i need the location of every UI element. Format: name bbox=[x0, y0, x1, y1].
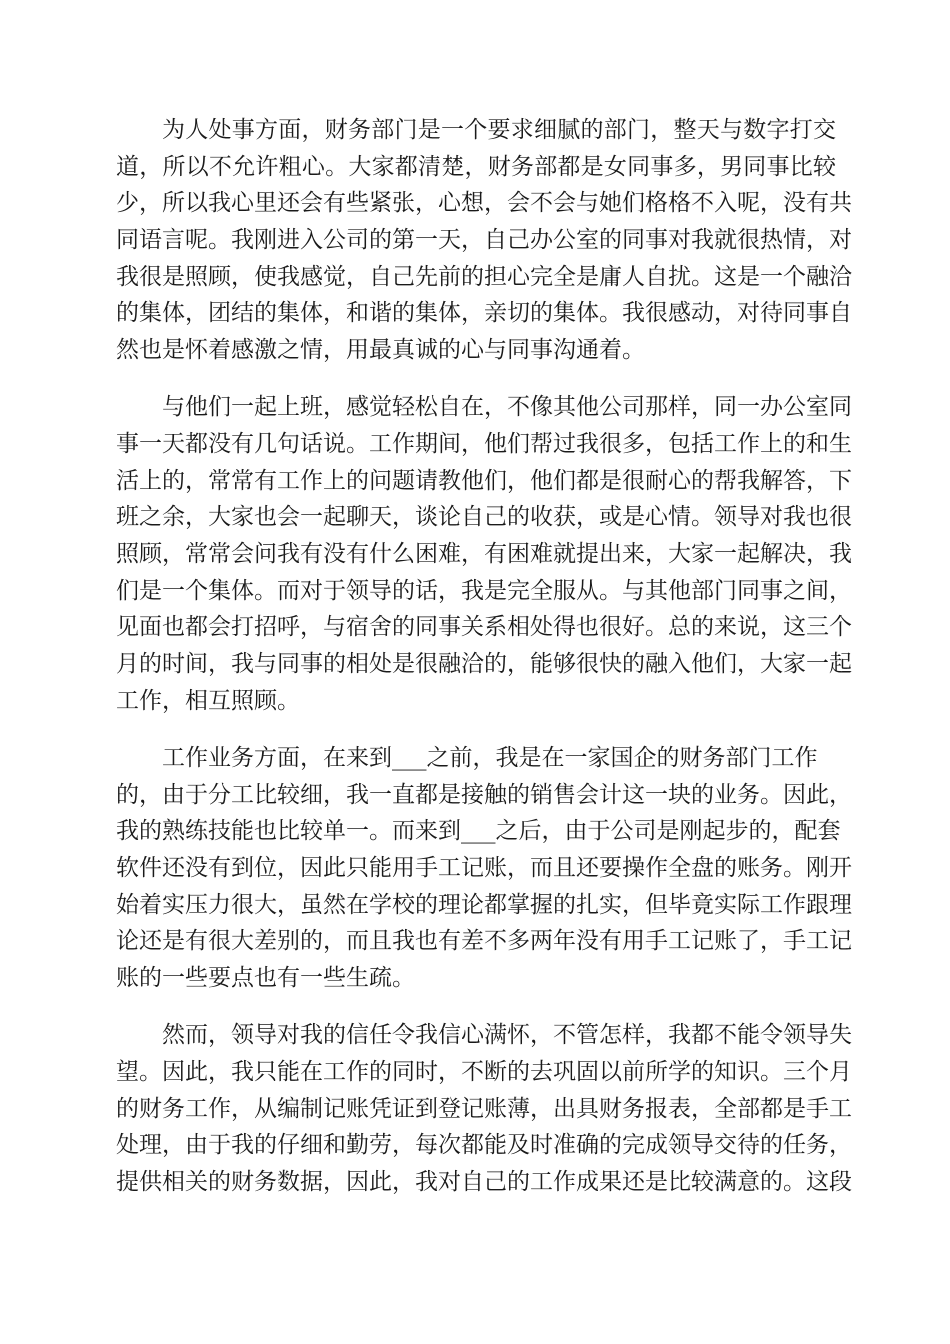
text-line: 工作，相互照顾。 bbox=[116, 687, 300, 714]
text-line: 工作业务方面，在来到___之前，我是在一家国企的财务部门工作 bbox=[162, 745, 818, 771]
text-line: 论还是有很大差别的，而且我也有差不多两年没有用手工记账了，手工记 bbox=[116, 928, 852, 955]
paragraph-spacer bbox=[116, 997, 836, 1018]
text-line: 软件还没有到位，因此只能用手工记账，而且还要操作全盘的账务。刚开 bbox=[116, 855, 852, 882]
text-line: 我的熟练技能也比较单一。而来到___之后，由于公司是刚起步的，配套 bbox=[116, 818, 841, 845]
text-line: 的财务工作，从编制记账凭证到登记账薄，出具财务报表，全部都是手工 bbox=[116, 1095, 852, 1122]
text-line: 道，所以不允许粗心。大家都清楚，财务部都是女同事多，男同事比较 bbox=[116, 153, 836, 180]
text-line: 事一天都没有几句话说。工作期间，他们帮过我很多，包括工作上的和生 bbox=[116, 431, 852, 457]
document-page bbox=[116, 112, 852, 1201]
text-line: 们是一个集体。而对于领导的话，我是完全服从。与其他部门同事之间， bbox=[116, 577, 852, 604]
paragraph-spacer bbox=[116, 720, 836, 741]
text-line: 的，由于分工比较细，我一直都是接触的销售会计这一块的业务。因此， bbox=[116, 781, 852, 808]
paragraph-interpersonal bbox=[116, 112, 852, 369]
text-line: 同语言呢。我刚进入公司的第一天，自己办公室的同事对我就很热情，对 bbox=[116, 227, 852, 254]
text-line: 处理，由于我的仔细和勤劳，每次都能及时准确的完成领导交待的任务， bbox=[116, 1132, 852, 1159]
text-line: 与他们一起上班，感觉轻松自在，不像其他公司那样，同一办公室同 bbox=[162, 394, 852, 421]
text-line: 月的时间，我与同事的相处是很融洽的，能够很快的融入他们，大家一起 bbox=[116, 651, 852, 678]
text-line: 照顾，常常会问我有没有什么困难，有困难就提出来，大家一起解决，我 bbox=[116, 541, 852, 568]
text-line: 我很是照顾，使我感觉，自己先前的担心完全是庸人自扰。这是一个融洽 bbox=[116, 263, 852, 290]
text-line: 的集体，团结的集体，和谐的集体，亲切的集体。我很感动，对待同事自 bbox=[116, 300, 852, 327]
text-line: 然而，领导对我的信任令我信心满怀，不管怎样，我都不能令领导失 bbox=[162, 1022, 852, 1049]
paragraph-spacer bbox=[116, 369, 836, 390]
text-line: 班之余，大家也会一起聊天，谈论自己的收获，或是心情。领导对我也很 bbox=[116, 504, 852, 531]
paragraph-trust bbox=[116, 1017, 852, 1200]
text-line: 为人处事方面，财务部门是一个要求细腻的部门，整天与数字打交 bbox=[162, 117, 836, 143]
paragraph-colleagues bbox=[116, 389, 852, 719]
text-line: 账的一些要点也有一些生疏。 bbox=[116, 965, 415, 992]
text-line: 活上的，常常有工作上的问题请教他们，他们都是很耐心的帮我解答，下 bbox=[116, 467, 852, 494]
text-line: 始着实压力很大，虽然在学校的理论都掌握的扎实，但毕竟实际工作跟理 bbox=[116, 891, 852, 918]
text-line: 少，所以我心里还会有些紧张，心想，会不会与她们格格不入呢，没有共 bbox=[116, 190, 852, 217]
paragraph-business bbox=[116, 740, 852, 997]
text-line: 望。因此，我只能在工作的同时，不断的去巩固以前所学的知识。三个月 bbox=[116, 1059, 852, 1085]
text-line: 见面也都会打招呼，与宿舍的同事关系相处得也很好。总的来说，这三个 bbox=[116, 614, 852, 641]
text-line: 然也是怀着感激之情，用最真诚的心与同事沟通着。 bbox=[116, 337, 645, 364]
text-line: 提供相关的财务数据，因此，我对自己的工作成果还是比较满意的。这段 bbox=[116, 1169, 852, 1196]
